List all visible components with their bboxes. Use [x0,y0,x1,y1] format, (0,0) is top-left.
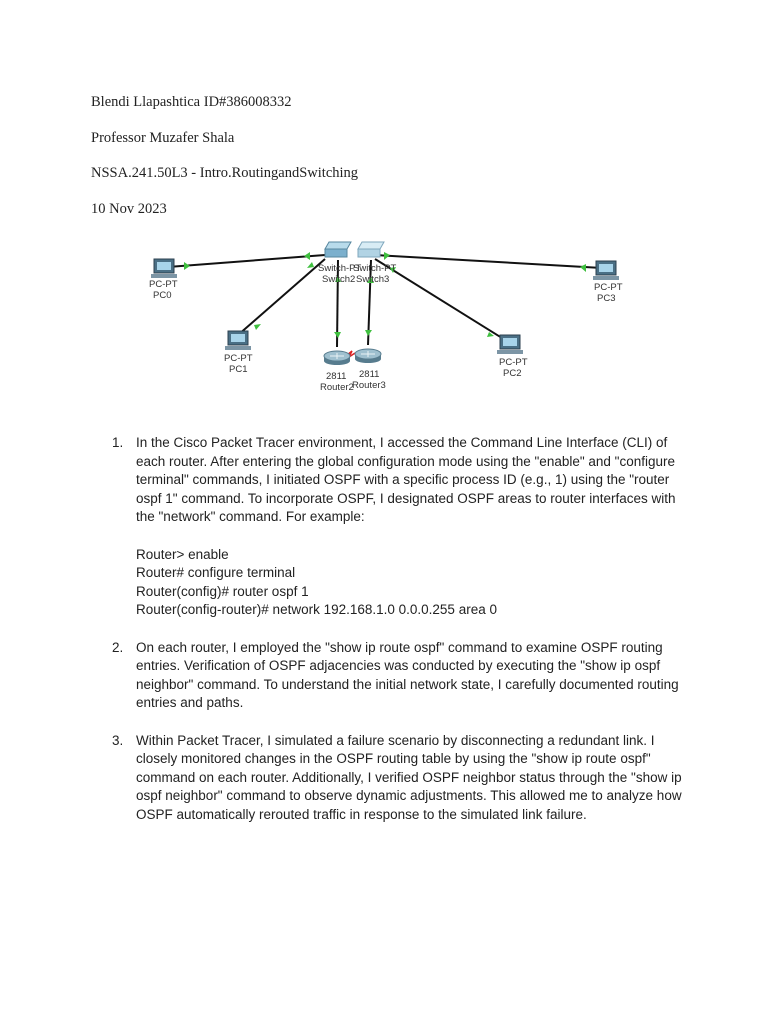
professor-line: Professor Muzafer Shala [91,130,235,146]
list-item-step-1 [112,434,692,620]
switch2-icon[interactable] [325,242,351,257]
router2-icon[interactable] [324,351,350,365]
topology-svg [120,235,640,400]
switch2-type-label: Switch-PT [318,263,362,274]
switch3-name-label: Switch3 [356,274,390,285]
cli-command-line: Router(config)# router ospf 1 [136,583,309,599]
list-item-paragraph: Within Packet Tracer, I simulated a failure scenario by disconnecting a redundant link. I closely monitored changes in the OSPF routing table by using the "show ip route ospf" command on each router. Additionally, I verified OSPF neighbor status through the "show ip ospf neighbor" command to observe dynamic adjustments. This allowed me to analyze how OSPF automatically rerouted traffic in response to the simulated link failure. [136,732,682,822]
pc2-name-label: PC2 [503,368,522,379]
link-switch2-pc1 [238,259,325,335]
list-item-number: 2. [112,639,124,655]
list-item-step-2 [112,639,692,713]
link-status-up [304,252,310,260]
pc1-name-label: PC1 [229,364,248,375]
router3-name-label: Router3 [352,380,386,391]
switch3-type-label: Switch-PT [353,263,397,274]
link-status-up [365,330,372,336]
cli-command-line: Router# configure terminal [136,565,296,581]
link-switch3-pc3 [375,255,602,268]
router3-icon[interactable] [355,349,381,363]
pc1-type-label: PC-PT [224,353,253,364]
link-status-up [184,262,190,270]
list-item-paragraph: On each router, I employed the "show ip route ospf" command to examine OSPF routing entries. Verification of OSPF adjacencies was conducted by executing the "show ip ospf neighbor" command. To understand the initial network state, I carefully documented routing entries and paths. [136,639,679,711]
list-item-step-3 [112,732,692,825]
pc3-computer-icon[interactable] [593,261,619,280]
list-item-paragraph: In the Cisco Packet Tracer environment, I accessed the Command Line Interface (CLI) of each router. After entering the global configuration mode using the "enable" and "configure terminal" commands, I initiated OSPF with a specific process ID (e.g., 1) using the "router ospf 1" command. To incorporate OSPF, I designated OSPF areas to router interfaces with the "network" command. For example: [136,435,676,525]
link-status-up [334,332,341,338]
network-topology-diagram [120,235,640,400]
pc2-computer-icon[interactable] [497,335,523,354]
router2-type-label: 2811 [326,371,347,382]
author-line: Blendi Llapashtica ID#386008332 [91,94,292,110]
list-item-number: 1. [112,435,124,450]
link-status-up [254,324,261,330]
link-status-up [307,262,314,268]
switch3-icon[interactable] [358,242,384,257]
course-line: NSSA.241.50L3 - Intro.RoutingandSwitching [91,165,359,181]
cli-command-line: Router> enable [136,546,229,562]
pc1-computer-icon[interactable] [225,331,251,350]
pc2-type-label: PC-PT [499,357,528,368]
switch2-name-label: Switch2 [322,274,356,285]
steps-list [112,434,692,843]
pc3-type-label: PC-PT [594,282,623,293]
pc0-computer-icon[interactable] [151,259,177,278]
router3-type-label: 2811 [359,369,380,380]
pc3-name-label: PC3 [597,293,616,304]
list-item-number: 3. [112,732,124,748]
cli-command-block [136,546,692,620]
date-line: 10 Nov 2023 [91,201,167,217]
link-status-up [580,264,586,272]
link-pc0-switch2 [168,255,325,267]
cli-command-line: Router(config-router)# network 192.168.1.0 0.0.0.255 area 0 [136,602,497,618]
router2-name-label: Router2 [320,382,354,393]
pc0-name-label: PC0 [153,290,172,301]
pc0-type-label: PC-PT [149,279,178,290]
